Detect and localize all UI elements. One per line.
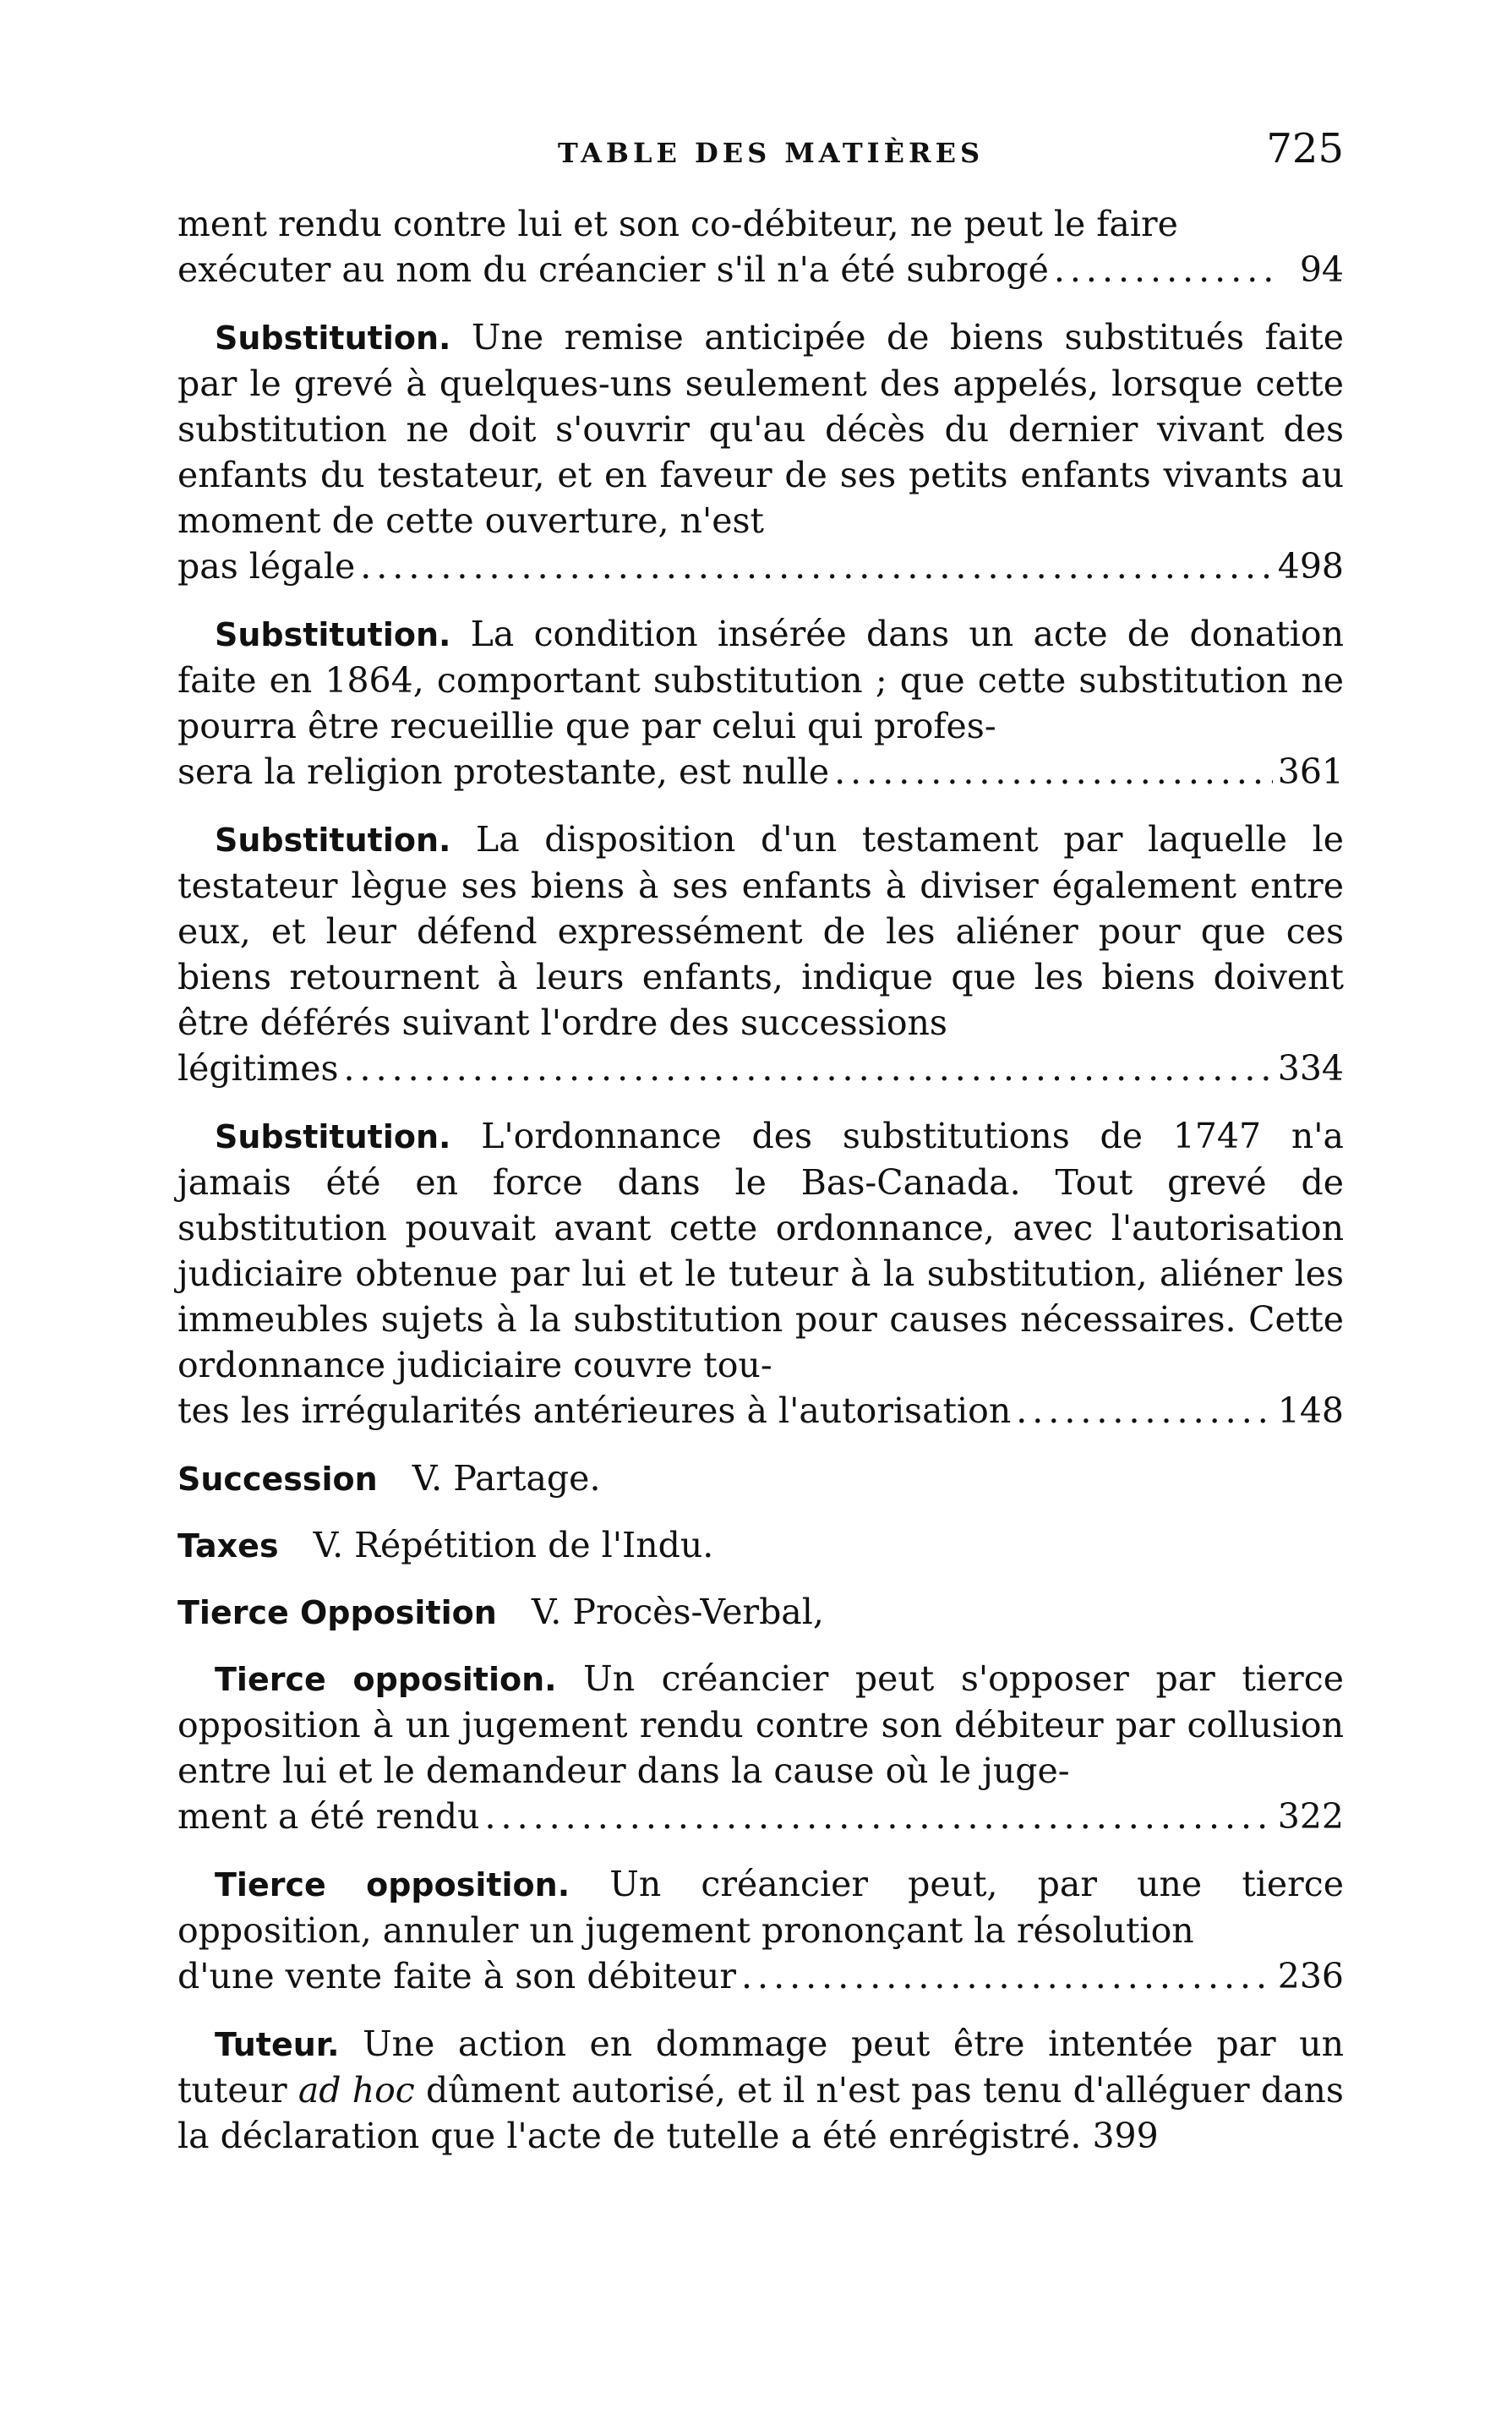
index-entry — [177, 1113, 1344, 1434]
cross-reference — [177, 1589, 1344, 1636]
index-entry — [177, 2021, 1344, 2159]
page-reference: 361 — [1277, 751, 1344, 792]
entry-last-text: légitimes — [177, 1048, 339, 1089]
page-reference: 334 — [1277, 1048, 1344, 1089]
xref-text: V. Partage. — [412, 1458, 601, 1499]
dot-leader — [344, 1046, 1273, 1091]
entry-body: Un créancier peut, par une tierce opposition, annuler un jugement prononçant la résolution — [177, 1864, 1344, 1951]
entry-body: L'ordonnance des substitutions de 1747 n'a jamais été en force dans le Bas-Canada. Tout grevé de substitution pouvait avant cette ordonnance, avec l'autorisation judiciaire obtenue par lui et le tuteur à la substitution, aliéner les immeubles sujets à la substitution pour causes nécessaires. Cette ordonnance judiciaire couvre tou- — [177, 1116, 1344, 1385]
entry-last-text: pas légale — [177, 546, 356, 587]
dot-leader — [485, 1794, 1273, 1839]
entry-heading: Tierce opposition. — [215, 1866, 570, 1903]
entry-heading: Substitution. — [215, 320, 451, 357]
entry-last-text: d'une vente faite à son débiteur — [177, 1956, 736, 1996]
xref-text: V. Répétition de l'Indu. — [313, 1525, 714, 1565]
page-reference: 236 — [1277, 1956, 1344, 1996]
index-entry — [177, 201, 1344, 292]
dot-leader — [1016, 1388, 1273, 1434]
xref-heading: Tierce Opposition — [177, 1594, 497, 1631]
entry-body: Un créancier peut s'opposer par tierce opposition à un jugement rendu contre son débiteur par collusion entre lui et le demandeur dans la cause où le juge- — [177, 1658, 1345, 1791]
dot-leader — [360, 543, 1273, 589]
dot-leader — [1054, 247, 1280, 292]
entry-heading: Substitution. — [215, 616, 451, 653]
cross-reference — [177, 1456, 1344, 1502]
page-reference: 94 — [1299, 249, 1344, 290]
dot-leader — [741, 1953, 1273, 1999]
xref-heading: Succession — [177, 1461, 378, 1498]
dot-leader — [834, 749, 1273, 795]
entry-heading: Substitution. — [215, 1118, 451, 1155]
entry-last-line — [177, 1046, 1344, 1091]
page-reference: 148 — [1277, 1390, 1344, 1431]
entry-body: La condition insérée dans un acte de donation faite en 1864, comportant substitution ; que cette substitution ne pourra être recueillie que par celui qui profes- — [177, 614, 1344, 746]
index-entry — [177, 816, 1344, 1091]
index-content — [177, 201, 1344, 2181]
page-reference: 498 — [1277, 546, 1344, 587]
index-entry — [177, 1861, 1344, 1999]
entry-last-line — [177, 543, 1344, 589]
entry-body: Une remise anticipée de biens substitués faite par le grevé à quelques-uns seulement des appelés, lorsque cette substitution ne doit s'ouvrir qu'au décès du dernier vivant des enfants du testateur, et en faveur de ses petits enfants vivants au moment de cette ouverture, n'est — [177, 317, 1344, 541]
index-entry — [177, 1656, 1344, 1839]
entry-heading: Tuteur. — [215, 2026, 340, 2063]
xref-text: V. Procès-Verbal, — [531, 1592, 824, 1632]
entry-last-line — [177, 1388, 1344, 1434]
index-entry — [177, 611, 1344, 795]
entry-body: Une action en dommage peut être intentée par un tuteur — [177, 2024, 1344, 2111]
page-reference: 322 — [1277, 1796, 1344, 1837]
entry-last-text: sera la religion protestante, est nulle — [177, 751, 830, 792]
entry-last-line — [177, 247, 1344, 292]
entry-heading: Tierce opposition. — [215, 1661, 557, 1698]
page-header — [177, 118, 1344, 186]
entry-last-text: exécuter au nom du créancier s'il n'a été subrogé — [177, 249, 1049, 290]
entry-body: dûment autorisé, et il n'est pas tenu d'alléguer dans la déclaration que l'acte de tutelle a été enrégistré. — [177, 2070, 1344, 2156]
entry-body: La disposition d'un testament par laquelle le testateur lègue ses biens à ses enfants à diviser également entre eux, et leur défend expressément de les aliéner pour que ces biens retournent à leurs enfants, indique que les biens doivent être déférés suivant l'ordre des successions — [177, 819, 1344, 1043]
cross-reference — [177, 1522, 1344, 1569]
entry-italic-term: ad hoc — [297, 2070, 415, 2111]
entry-body: ment rendu contre lui et son co-débiteur, ne peut le faire — [177, 204, 1178, 244]
index-entry — [177, 314, 1344, 589]
entry-last-line — [177, 1953, 1344, 1999]
page-number: 725 — [1266, 125, 1344, 172]
running-title: TABLE DES MATIÈRES — [558, 137, 985, 169]
entry-last-text: tes les irrégularités antérieures à l'autorisation — [177, 1390, 1012, 1431]
entry-last-line — [177, 1794, 1344, 1839]
entry-last-text: ment a été rendu — [177, 1796, 480, 1837]
page-reference: 399 — [1092, 2116, 1159, 2156]
xref-heading: Taxes — [177, 1527, 279, 1565]
entry-heading: Substitution. — [215, 822, 451, 859]
entry-last-line — [177, 749, 1344, 795]
